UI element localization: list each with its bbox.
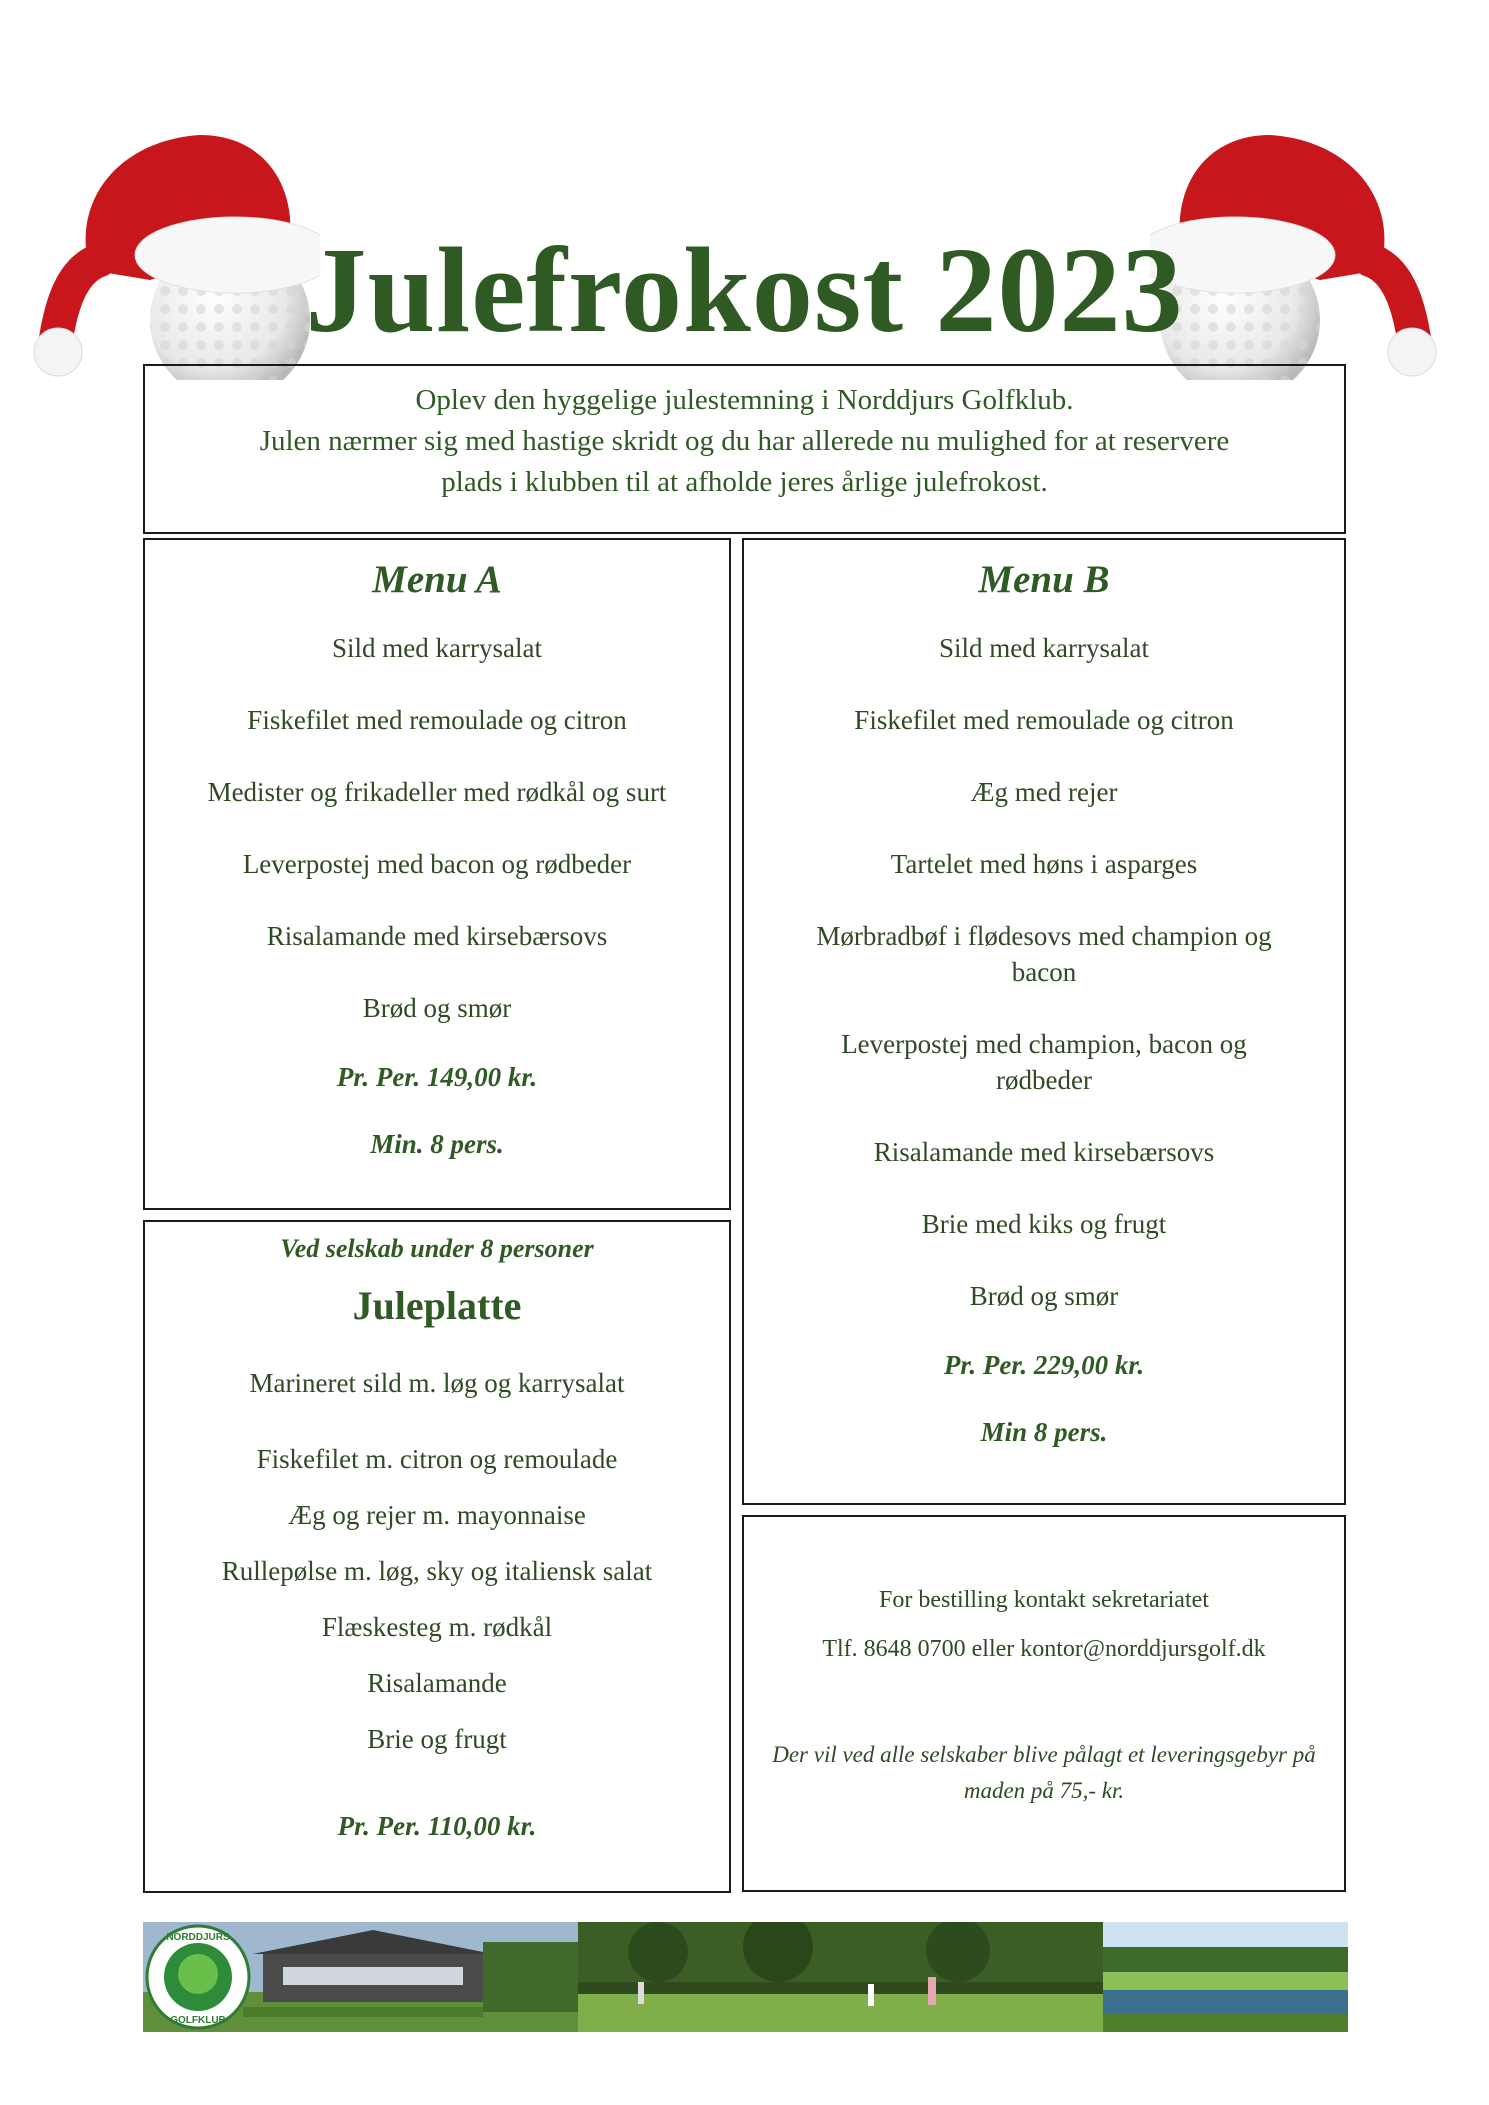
menu-item: Æg med rejer bbox=[970, 777, 1118, 807]
menu-item: Brød og smør bbox=[969, 1281, 1119, 1311]
menu-item: Risalamande med kirsebærsovs bbox=[873, 1137, 1215, 1167]
contact-line: For bestilling kontakt sekretariatet bbox=[879, 1587, 1209, 1613]
norddjurs-golfklub-logo bbox=[145, 1924, 251, 2030]
menu-b-min: Min 8 pers. bbox=[980, 1417, 1108, 1447]
menu-item: Brød og smør bbox=[362, 993, 512, 1023]
intro-line: Oplev den hyggelige julestemning i Norddjurs Golfklub. bbox=[415, 384, 1074, 416]
menu-item: Sild med karrysalat bbox=[332, 633, 542, 663]
menu-item: Æg og rejer m. mayonnaise bbox=[288, 1500, 586, 1530]
menu-item: Tartelet med høns i asparges bbox=[890, 849, 1198, 879]
menu-a-box bbox=[143, 538, 731, 1210]
photo-strip bbox=[143, 1922, 1348, 2032]
menu-item: Rullepølse m. løg, sky og italiensk salat bbox=[221, 1556, 653, 1586]
clubhouse-photo bbox=[143, 1922, 578, 2032]
intro-line: plads i klubben til at afholde jeres årlige julefrokost. bbox=[441, 466, 1048, 498]
menu-item: Sild med karrysalat bbox=[939, 633, 1149, 663]
menu-item: Mørbradbøf i flødesovs med champion og bacon bbox=[816, 921, 1272, 987]
menu-item: Flæskesteg m. rødkål bbox=[321, 1612, 553, 1642]
menu-item: Risalamande med kirsebærsovs bbox=[266, 921, 608, 951]
menu-b-title: Menu B bbox=[978, 558, 1110, 601]
delivery-fee-note: Der vil ved alle selskaber blive pålagt et leveringsgebyr på maden på 75,- kr. bbox=[772, 1742, 1316, 1803]
menu-a-title: Menu A bbox=[372, 558, 502, 601]
contact-box bbox=[742, 1515, 1346, 1892]
menu-item: Marineret sild m. løg og karrysalat bbox=[249, 1368, 625, 1398]
menu-b-price: Pr. Per. 229,00 kr. bbox=[943, 1350, 1145, 1380]
intro-box bbox=[143, 364, 1346, 534]
menu-item: Fiskefilet m. citron og remoulade bbox=[256, 1444, 618, 1474]
contact-phone-email[interactable]: Tlf. 8648 0700 eller kontor@norddjursgolf.dk bbox=[822, 1636, 1266, 1662]
intro-line: Julen nærmer sig med hastige skridt og du har allerede nu mulighed for at reservere bbox=[259, 425, 1230, 457]
logo-top-text: NORDDJURS bbox=[166, 1932, 230, 1943]
juleplatte-price: Pr. Per. 110,00 kr. bbox=[337, 1811, 537, 1841]
menu-item: Brie med kiks og frugt bbox=[921, 1209, 1167, 1239]
juleplatte-box bbox=[143, 1220, 731, 1893]
menu-item: Brie og frugt bbox=[367, 1724, 507, 1754]
menu-item: Risalamande bbox=[367, 1668, 507, 1698]
page-title: Julefrokost 2023 bbox=[305, 223, 1184, 358]
juleplatte-title: Juleplatte bbox=[352, 1283, 522, 1328]
juleplatte-subtitle: Ved selskab under 8 personer bbox=[280, 1234, 594, 1263]
menu-b-box bbox=[742, 538, 1346, 1505]
menu-item: Fiskefilet med remoulade og citron bbox=[854, 705, 1234, 735]
logo-bottom-text: GOLFKLUB bbox=[170, 2015, 226, 2026]
pond-photo bbox=[1103, 1922, 1348, 2032]
menu-item: Leverpostej med champion, bacon og rødbeder bbox=[841, 1029, 1247, 1095]
menu-item: Medister og frikadeller med rødkål og surt bbox=[207, 777, 667, 807]
menu-a-price: Pr. Per. 149,00 kr. bbox=[336, 1062, 538, 1092]
golfers-photo bbox=[578, 1922, 1103, 2032]
menu-a-min: Min. 8 pers. bbox=[370, 1129, 504, 1159]
menu-item: Leverpostej med bacon og rødbeder bbox=[242, 849, 632, 879]
menu-item: Fiskefilet med remoulade og citron bbox=[247, 705, 627, 735]
